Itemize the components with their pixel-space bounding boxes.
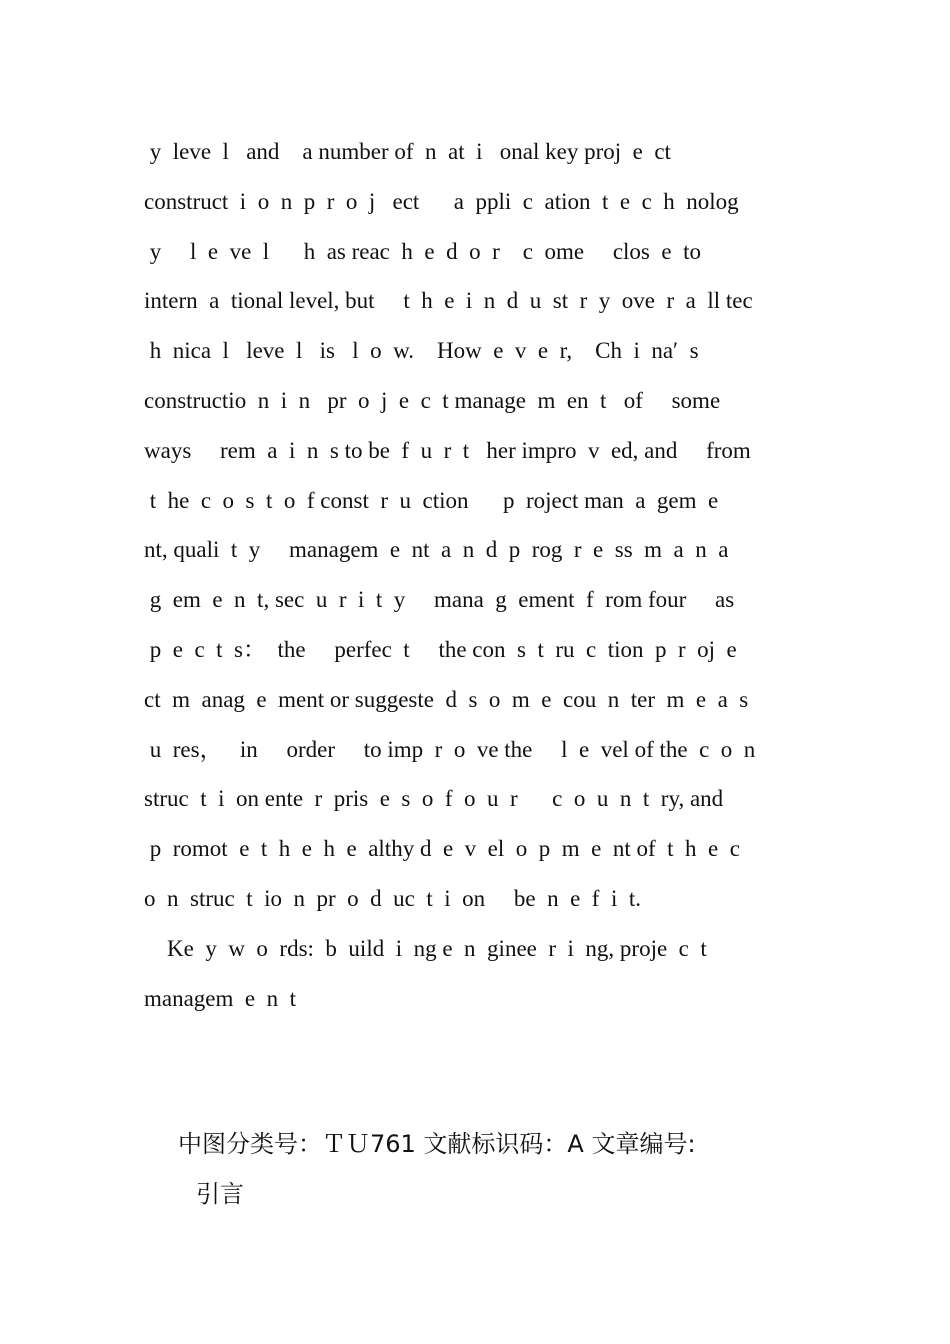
abstract-line: construct i o n p r o j ect a ppli c ation t e c h nolog xyxy=(144,188,739,214)
abstract-line: intern a tional level, but t h e i n d u st r y ove r a ll tec xyxy=(144,288,753,314)
abstract-line: h nica l leve l is l o w. How e v e r, Ch i na′ s xyxy=(144,338,699,364)
classification-line: 中图分类号：ＴＵ761 文献标识码：A 文章编号: xyxy=(178,1130,696,1158)
abstract-line: y leve l and a number of n at i onal key proj e ct xyxy=(144,139,671,164)
abstract-line: t he c o s t o f const r u ction p roject man a gem e xyxy=(144,487,719,513)
abstract-line: ct m anag e ment or suggeste d s o m e cou n ter m e a s xyxy=(144,686,749,712)
abstract-line: p romot e t h e h e althy d e v el o p m e nt of t h e c xyxy=(144,836,740,862)
abstract-line: struc t i on ente r pris e s o f o u r c o u n t ry, and xyxy=(144,786,724,812)
abstract-line: constructio n i n pr o j e c t manage m en t of some xyxy=(144,387,721,413)
section-heading-introduction: 引言 xyxy=(196,1180,244,1208)
keywords-line: managem e n t xyxy=(144,985,297,1011)
abstract-line: ways rem a i n s to be f u r t her impro v ed, and from xyxy=(144,437,751,463)
abstract-line: o n struc t io n pr o d uc t i on be n e f i t. xyxy=(144,885,641,911)
abstract-line: u res， in order to imp r o ve the l e vel of the c o n xyxy=(144,736,756,762)
abstract-line: p e c t s： the perfec t the con s t ru c tion p r oj e xyxy=(144,636,737,662)
abstract-line: y l e ve l h as reac h e d o r c ome clos e to xyxy=(144,238,701,264)
abstract-line: g em e n t, sec u r i t y mana g ement f rom four as xyxy=(144,587,735,613)
keywords-line: Ke y w o rds: b uild i ng e n ginee r i ng, proje c t xyxy=(144,935,707,961)
abstract-line: nt, quali t y managem e nt a n d p rog r e ss m a n a xyxy=(144,537,729,563)
english-abstract xyxy=(144,127,804,1023)
